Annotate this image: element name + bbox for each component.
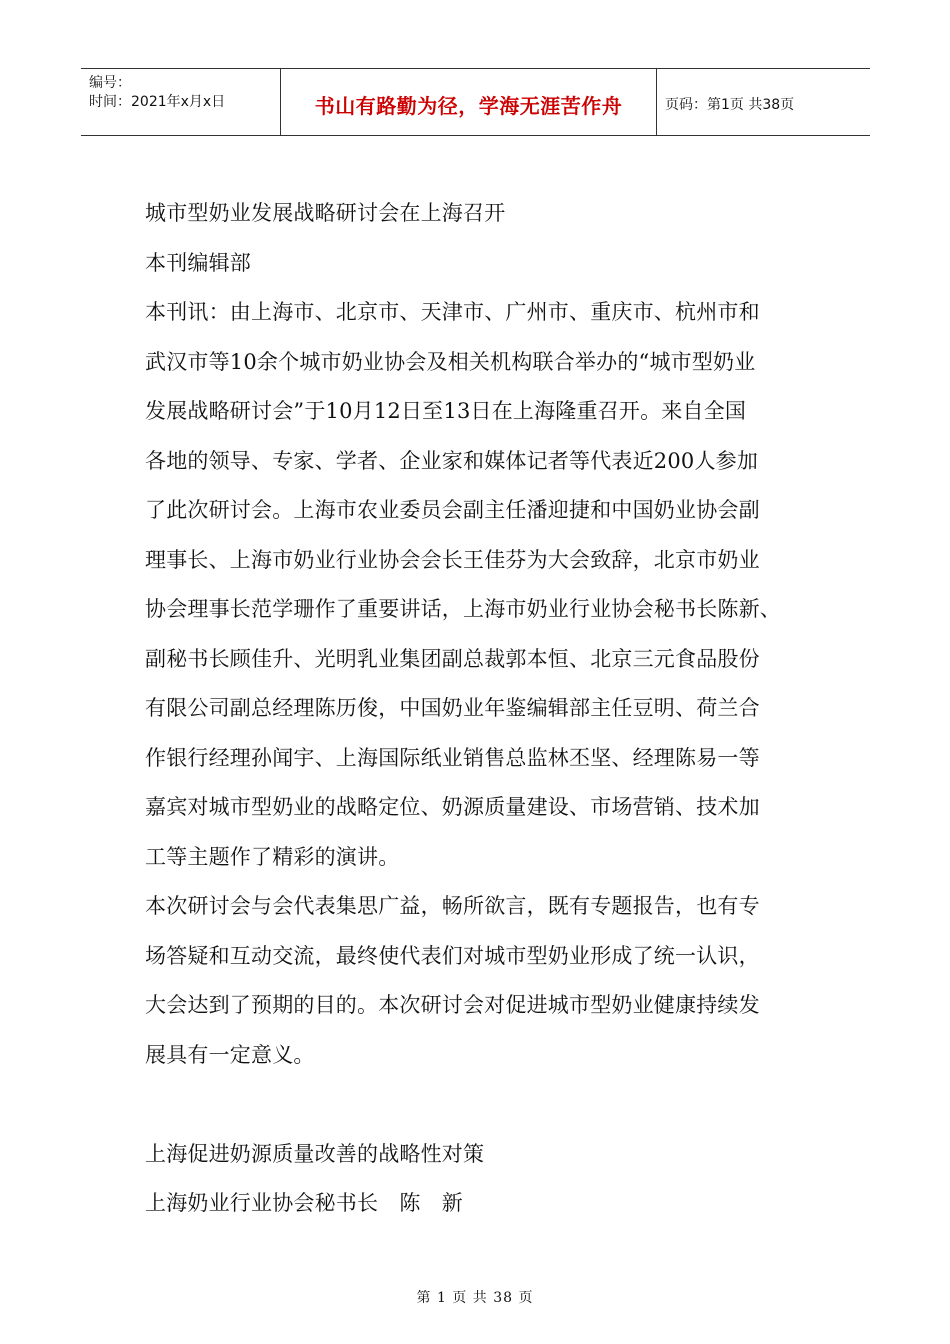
paragraph-line: 大会达到了预期的目的。本次研讨会对促进城市型奶业健康持续发 <box>145 993 760 1017</box>
document-header <box>81 68 870 136</box>
doc-number-label: 编号： <box>89 75 131 91</box>
second-article-title: 上海促进奶源质量改善的战略性对策 <box>145 1141 485 1166</box>
article-paragraph-1 <box>145 288 835 882</box>
paragraph-line: 有限公司副总经理陈历俊，中国奶业年鉴编辑部主任豆明、荷兰合 <box>145 696 760 720</box>
page-footer <box>0 1287 950 1307</box>
paragraph-line: 了此次研讨会。上海市农业委员会副主任潘迎捷和中国奶业协会副 <box>145 498 760 522</box>
paragraph-line: 工等主题作了精彩的演讲。 <box>145 844 400 869</box>
paragraph-line: 本次研讨会与会代表集思广益，畅所欲言，既有专题报告，也有专 <box>145 894 760 918</box>
header-motto-cell <box>281 69 657 135</box>
article-title: 城市型奶业发展战略研讨会在上海召开 <box>145 201 506 225</box>
second-article-author: 上海奶业行业协会秘书长 陈 新 <box>145 1191 463 1215</box>
paragraph-line: 场答疑和互动交流，最终使代表们对城市型奶业形成了统一认识， <box>145 943 760 968</box>
header-page-cell <box>657 69 870 135</box>
article-author: 本刊编辑部 <box>145 250 251 275</box>
paragraph-line: 嘉宾对城市型奶业的战略定位、奶源质量建设、市场营销、技术加 <box>145 795 760 819</box>
spacer <box>145 1080 835 1130</box>
article-paragraph-2 <box>145 882 835 1080</box>
paragraph-line: 协会理事长范学珊作了重要讲话，上海市奶业行业协会秘书长陈新、 <box>145 597 781 621</box>
paragraph-line: 展具有一定意义。 <box>145 1042 315 1067</box>
paragraph-line: 理事长、上海市奶业行业协会会长王佳芬为大会致辞，北京市奶业 <box>145 547 760 572</box>
header-meta-cell <box>81 69 281 135</box>
document-body <box>145 189 835 1229</box>
page-info: 页码：第1页 共38页 <box>665 97 795 113</box>
motto-text: 书山有路勤为径，学海无涯苦作舟 <box>314 93 623 118</box>
paragraph-line: 武汉市等10余个城市奶业协会及相关机构联合举办的“城市型奶业 <box>145 349 756 374</box>
paragraph-line: 作银行经理孙闻宇、上海国际纸业销售总监林丕坚、经理陈易一等 <box>145 745 760 770</box>
date-label: 时间：2021年x月x日 <box>89 94 226 110</box>
paragraph-line: 各地的领导、专家、学者、企业家和媒体记者等代表近200人参加 <box>145 448 759 473</box>
footer-page-number: 第 1 页 共 38 页 <box>416 1290 534 1306</box>
paragraph-line: 发展战略研讨会”于10月12日至13日在上海隆重召开。来自全国 <box>145 399 747 423</box>
paragraph-line: 本刊讯：由上海市、北京市、天津市、广州市、重庆市、杭州市和 <box>145 300 760 324</box>
paragraph-line: 副秘书长顾佳升、光明乳业集团副总裁郭本恒、北京三元食品股份 <box>145 646 760 671</box>
